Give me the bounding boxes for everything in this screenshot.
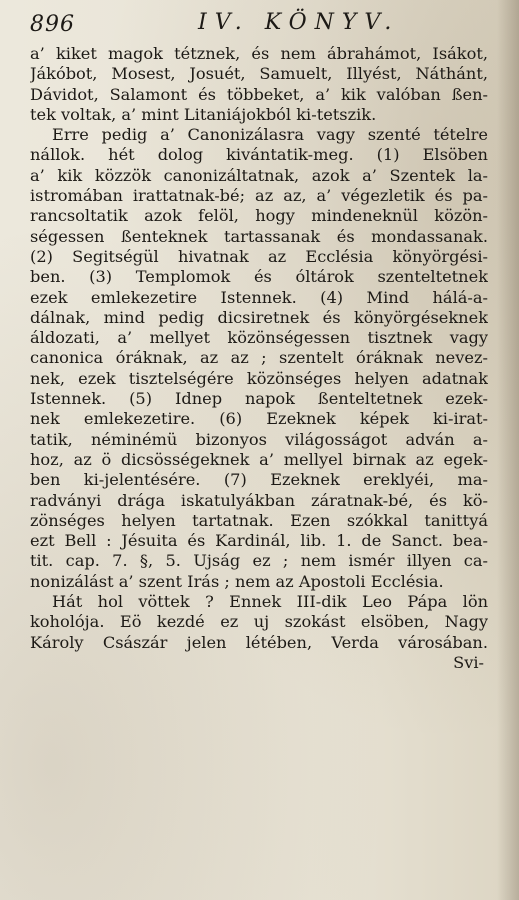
text-line: ezt Bell : Jésuita és Kardinál, lib. 1. de Sanct. bea-	[30, 531, 488, 551]
text-line: Jákóbot, Mosest, Josuét, Samuelt, Illyést, Náthánt,	[30, 64, 488, 84]
text-line: hoz, az ö dicsösségeknek a’ mellyel birnak az egek-	[30, 449, 488, 469]
text-line: Istennek. (5) Idnep napok ßenteltetnek ezek-	[30, 389, 488, 409]
text-line: (2) Segitségül hivatnak az Ecclésia könyörgési-	[30, 246, 488, 266]
text-line: dálnak, mind pedig dicsiretnek és könyörgéseknek	[30, 307, 488, 327]
text-line: ben. (3) Templomok és óltárok szenteltetnek	[30, 267, 488, 287]
text-line: a’ kiket magok tétznek, és nem ábrahámot, Isákot,	[30, 44, 488, 63]
text-line: tatik, néminémü bizonyos világosságot adván a-	[30, 429, 488, 449]
text-line: ezek emlekezetire Istennek. (4) Mind hálá-a-	[30, 287, 488, 307]
body-text	[30, 44, 488, 673]
page-header	[30, 8, 500, 42]
running-head: IV. KÖNYV.	[198, 10, 400, 35]
text-line: a’ kik közzök canonizáltatnak, azok a’ Szentek la-	[30, 165, 488, 185]
text-line: koholója. Eö kezdé ez uj szokást elsöben, Nagy	[30, 612, 488, 632]
text-line: Erre pedig a’ Canonizálasra vagy szenté tételre	[52, 125, 488, 145]
text-line: ben ki-jelentésére. (7) Ezeknek ereklyéi, ma-	[30, 470, 488, 490]
text-line: Károly Császár jelen létében, Verda városában.	[30, 632, 488, 652]
text-line: zönséges helyen tartatnak. Ezen szókkal tanittyá	[30, 510, 488, 530]
text-line: nek emlekezetire. (6) Ezeknek képek ki-irat-	[30, 409, 488, 429]
text-line: nállok. hét dolog kivántatik-meg. (1) Elsöben	[30, 145, 488, 165]
text-line: istromában irattatnak-bé; az az, a’ végezletik és pa-	[30, 186, 488, 206]
text-line: ségessen ßenteknek tartassanak és mondassanak.	[30, 226, 488, 246]
page-edge-shadow	[497, 0, 519, 900]
text-line: radványi drága iskatulyákban záratnak-bé, és kö-	[30, 490, 488, 510]
text-line: nonizálást a’ szent Irás ; nem az Apostoli Ecclésia.	[30, 571, 444, 591]
text-line: tek voltak, a’ mint Litaniájokból ki-tetszik.	[30, 104, 377, 124]
text-line: áldozati, a’ mellyet közönségessen tisztnek vagy	[30, 328, 488, 348]
text-line: tit. cap. 7. §, 5. Ujság ez ; nem ismér illyen ca-	[30, 551, 488, 571]
catchword: Svi-	[453, 652, 484, 672]
text-line: rancsoltatik azok felöl, hogy mindeneknül közön-	[30, 206, 488, 226]
text-line: nek, ezek tisztelségére közönséges helyen adatnak	[30, 368, 488, 388]
text-line: Hát hol vöttek ? Ennek III-dik Leo Pápa lön	[52, 592, 488, 612]
text-line: Dávidot, Salamont és többeket, a’ kik valóban ßen-	[30, 84, 488, 104]
page-number: 896	[30, 12, 75, 37]
text-line: canonica óráknak, az az ; szentelt óráknak nevez-	[30, 348, 488, 368]
